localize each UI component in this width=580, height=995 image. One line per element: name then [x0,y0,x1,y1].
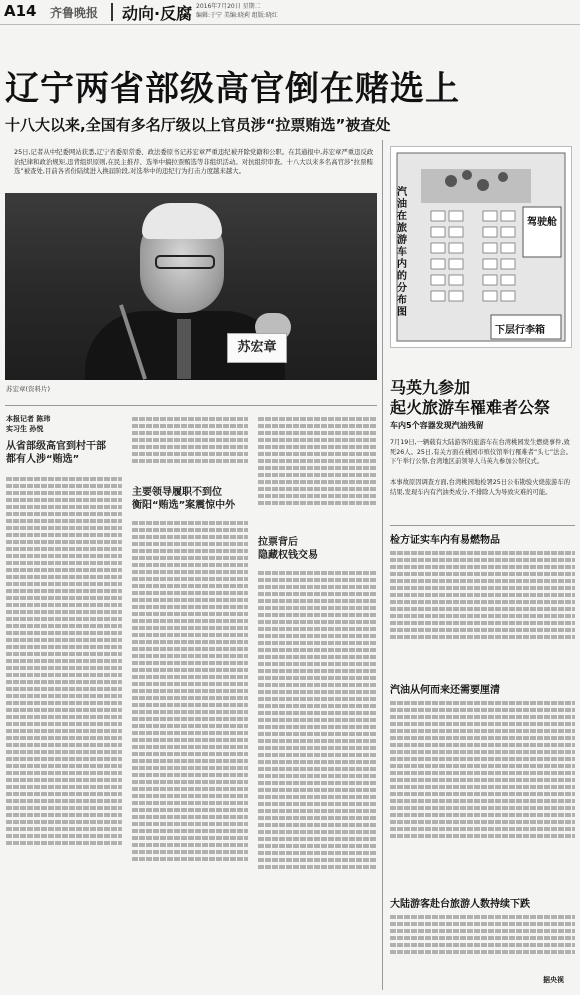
fuel-container [477,179,489,191]
fuel-container [498,172,508,182]
side-story-subtitle: 车内5个容器发现汽油残留 [390,421,484,430]
article-column-2a [132,414,248,465]
page-number: A14 [4,2,37,20]
column-divider [382,140,383,990]
photo-tie [177,319,191,379]
section-2-heading: 主要领导履职不到位 衡阳“贿选”案震惊中外 [132,487,236,511]
bus-layout-svg [391,147,571,347]
main-headline: 辽宁两省部级高官倒在赌选上 [5,69,460,109]
photo-nameplate: 苏宏章 [227,333,287,363]
section-1-heading: 从省部级高官到村干部 都有人涉“贿选” [6,441,106,465]
side-story-paragraph-2: 本事故原因调查方面,台湾桃园地检署25日公布勘验火烧旅游车的结果,发现车内有汽油类成分,不排除人为导致灾难的可能。 [390,479,571,496]
side-story-title-1: 马英九参加 [390,378,471,397]
side-sub-heading-1: 检方证实车内有易燃物品 [390,535,500,546]
section-title: 动向·反腐 [122,4,193,23]
side-sub-heading-2: 汽油从何而来还需要厘清 [390,685,500,696]
fuel-container [462,170,472,180]
bus-diagram [390,146,572,348]
lead-paragraph: 25日,记者从中纪委网站获悉,辽宁省委原常委、政法委原书记苏宏章严重违纪被开除党籍和公职。在其通报中,苏宏章严重违反政治纪律和政治规矩,违背组织原则,在民主推荐、选举中搞拉票贿选等非组织活动。对抗组织审查。十八大以来多名高官涉“拉票贿选”被查处,目前各省份陆续进入换届阶段,对选举中的违纪行为打击力度越来越大。 [14,148,374,175]
article-column-2b [132,518,248,863]
page-header [0,0,580,25]
side-text-block-2 [390,698,575,840]
fuel-distribution-label: 汽油在旅游车内的分布图 [397,187,407,318]
section-3-heading: 拉票背后 隐藏权钱交易 [258,537,318,561]
side-story-header [390,378,575,431]
portrait-photo [5,193,377,380]
section-divider [5,405,377,406]
side-story-title-2: 起火旅游车罹难者公祭 [390,398,551,417]
article-column-3b [258,568,376,871]
fuel-container [445,175,457,187]
side-sub-heading-3: 大陆游客赴台旅游人数持续下跌 [390,899,530,910]
photo-hair [142,203,222,239]
brand-logo: 齐鲁晚报 [50,6,99,20]
source-credit: 据央视 [543,976,564,984]
side-divider [390,525,575,526]
article-column-1 [6,474,122,847]
side-story-paragraph-1: 7月19日,一辆载有大陆游客的旅游车在台湾桃园发生燃烧事件,致死26人。25日,有关方面在桃园市殡仪馆举行罹难者“头七”法会。下午举行公祭,台湾地区前领导人马英九参加公祭仪式。 [390,439,572,466]
side-text-block-1 [390,548,575,641]
photo-glasses [155,255,215,269]
sub-headline: 十八大以来,全国有多名厅级以上官员涉“拉票贿选”被查处 [5,116,391,134]
fuel-cluster-front [421,169,531,203]
header-divider [111,3,113,21]
side-text-block-3 [390,912,575,956]
driver-cabin-label: 驾驶舱 [527,217,557,228]
byline: 本报记者 陈玮 实习生 孙悦 [6,415,51,433]
photo-caption: 苏宏章(资料片) [6,385,51,393]
luggage-hold-label: 下层行李箱 [495,325,545,336]
header-meta: 2016年7月20日 星期二 编辑:于宁 美编:晓莉 组版:晓红 [196,3,278,19]
article-column-3a [258,414,376,507]
